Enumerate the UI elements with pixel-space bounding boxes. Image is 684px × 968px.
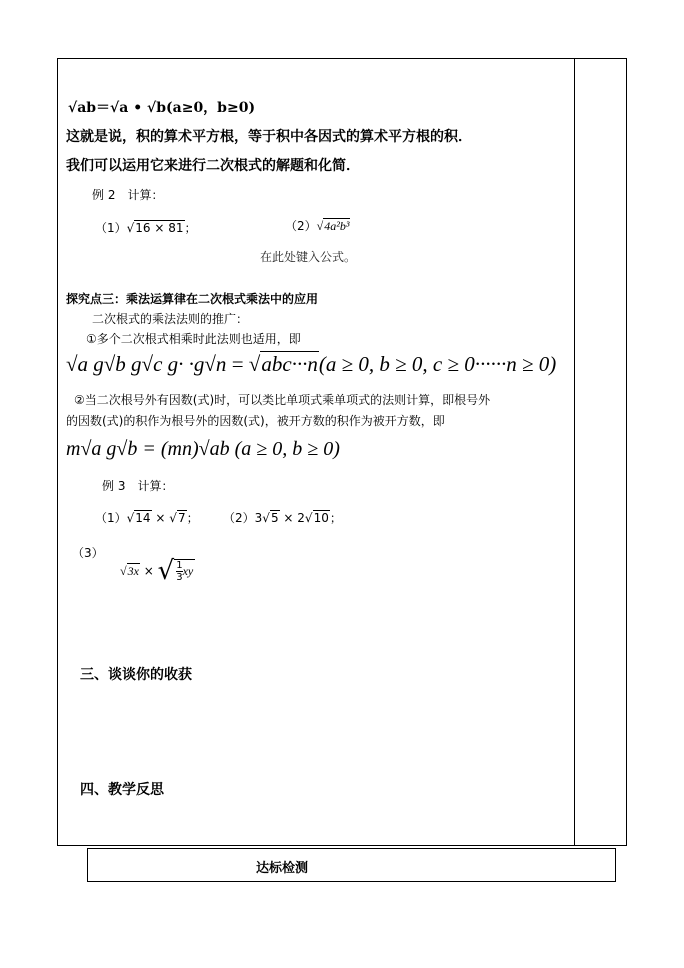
rule-explanation: 这就是说，积的算术平方根，等于积中各因式的算术平方根的积． bbox=[66, 129, 472, 145]
example-3-part-3-number: （3） bbox=[72, 546, 104, 560]
part-number: （1） bbox=[95, 511, 127, 525]
formula-coefficient-rule: m√a g√b = (mn)√ab (a ≥ 0, b ≥ 0) bbox=[66, 438, 340, 460]
example-2-part-2 bbox=[285, 217, 350, 234]
frame-right-column-divider bbox=[574, 58, 575, 846]
generalization-heading: 二次根式的乘法法则的推广： bbox=[92, 312, 249, 326]
part-number: （1） bbox=[95, 221, 127, 235]
example-3-part-3: √3x × √ $\frac{1}{3}$ xy bbox=[120, 556, 194, 586]
sqrt-expression: √16 × 81 bbox=[126, 221, 184, 235]
rule-2-line-2: 的因数(式)的积作为根号外的因数(式)，被开方数的积作为被开方数，即 bbox=[66, 414, 445, 428]
assessment-title: 达标检测 bbox=[256, 861, 309, 876]
rule-2-line-1: ②当二次根号外有因数(式)时，可以类比单项式乘单项式的法则计算，即根号外 bbox=[74, 393, 491, 407]
sqrt-fraction-expression: √ $\frac{1}{3}$ xy bbox=[157, 556, 194, 586]
product-rule-formula: √ab＝√a • √b(a≥0，b≥0) bbox=[68, 100, 256, 116]
explore-point-3-title: 探究点三：乘法运算律在二次根式乘法中的应用 bbox=[66, 292, 319, 306]
rule-usage: 我们可以运用它来进行二次根式的解题和化简． bbox=[66, 158, 360, 174]
example-3-part-1: （1）√14 × √7； bbox=[95, 511, 199, 525]
section-3-heading: 三、谈谈你的收获 bbox=[80, 667, 192, 683]
section-4-heading: 四、教学反思 bbox=[80, 782, 164, 798]
rule-1-text: ①多个二次根式相乘时此法则也适用，即 bbox=[86, 332, 301, 346]
assessment-header-box bbox=[87, 848, 616, 882]
example-3-label: 例 3 计算： bbox=[102, 479, 174, 493]
example-2-label: 例 2 计算： bbox=[92, 188, 164, 202]
formula-placeholder[interactable]: 在此处键入公式。 bbox=[260, 250, 357, 264]
example-3-part-2: （2）3√5 × 2√10； bbox=[223, 511, 342, 525]
sqrt-expression: √4a²b³ bbox=[316, 219, 350, 233]
part-number: （2） bbox=[285, 219, 317, 233]
example-2-part-1: （1）√16 × 81； bbox=[95, 221, 197, 235]
part-number: （2） bbox=[223, 511, 255, 525]
formula-multi-sqrt: √a g√b g√c g· ·g√n = √abc···n(a ≥ 0, b ≥ 0, c ≥ 0······n ≥ 0) bbox=[66, 352, 557, 376]
